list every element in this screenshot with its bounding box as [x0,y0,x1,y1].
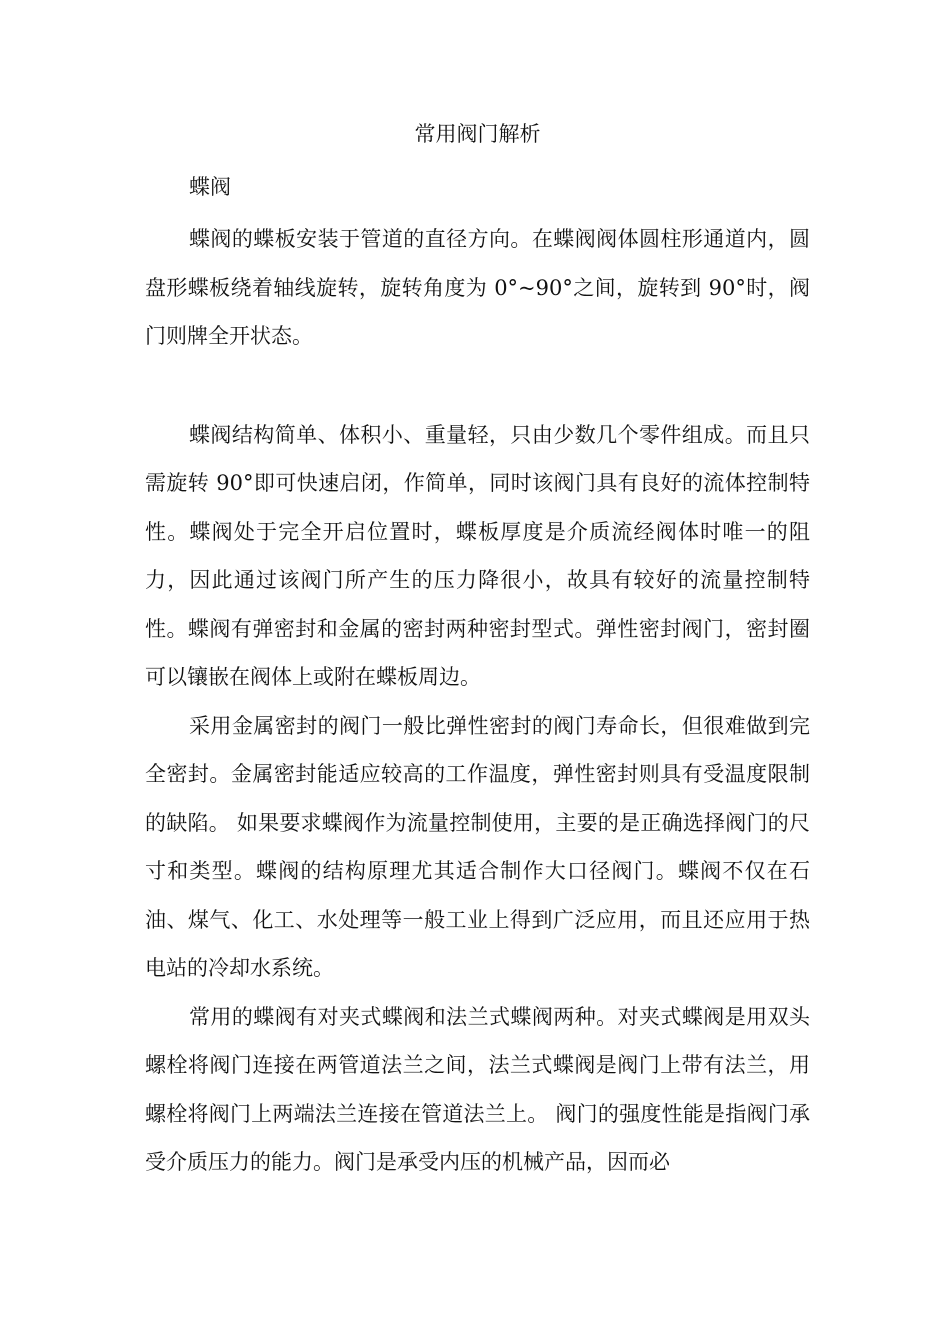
paragraph-3: 采用金属密封的阀门一般比弹性密封的阀门寿命长，但很难做到完全密封。金属密封能适应较高的工作温度，弹性密封则具有受温度限制的缺陷。 如果要求蝶阀作为流量控制使用，主要的是正确选择阀门的尺寸和类型。蝶阀的结构原理尤其适合制作大口径阀门。蝶阀不仅在石油、煤气、化工、水处理等一般工业上得到广泛应用，而且还应用于热电站的冷却水系统。 [145,713,810,980]
paragraph-2: 蝶阀结构简单、体积小、重量轻，只由少数几个零件组成。而且只需旋转 90°即可快速启闭，作简单，同时该阀门具有良好的流体控制特性。蝶阀处于完全开启位置时，蝶板厚度是介质流经阀体时唯一的阻力，因此通过该阀门所产生的压力降很小，故具有较好的流量控制特性。蝶阀有弹密封和金属的密封两种密封型式。弹性密封阀门，密封圈可以镶嵌在阀体上或附在蝶板周边。 [145,422,810,689]
paragraph-gap [145,361,810,411]
document-page [145,118,810,1187]
paragraph-4: 常用的蝶阀有对夹式蝶阀和法兰式蝶阀两种。对夹式蝶阀是用双头螺栓将阀门连接在两管道法兰之间，法兰式蝶阀是阀门上带有法兰，用螺栓将阀门上两端法兰连接在管道法兰上。 阀门的强度性能是指阀门承受介质压力的能力。阀门是承受内压的机械产品，因而必 [145,1004,810,1174]
section-heading: 蝶阀 [189,175,231,199]
document-title: 常用阀门解析 [414,122,541,146]
paragraph-1: 蝶阀的蝶板安装于管道的直径方向。在蝶阀阀体圆柱形通道内，圆盘形蝶板绕着轴线旋转，旋转角度为 0°~90°之间，旋转到 90°时，阀门则牌全开状态。 [145,227,810,348]
